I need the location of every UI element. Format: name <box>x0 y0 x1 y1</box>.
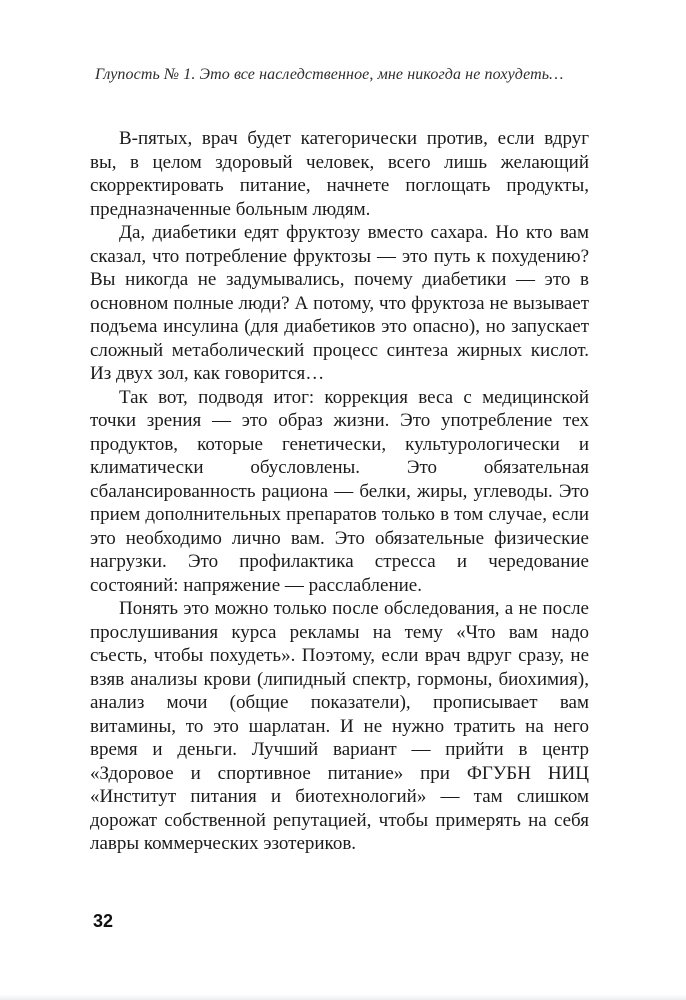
paragraph: Понять это можно только после обследования, а не после прослушивания курса рекламы на тему «Что вам надо съесть, чтобы похудеть». Поэтому, если врач вдруг сразу, не взяв анализы крови (липидный спектр, гормоны, биохимия), анализ мочи (общие показатели), прописывает вам витамины, то это шарлатан. И не нужно тратить на него время и деньги. Лучший вариант — прийти в центр «Здоровое и спортивное питание» при ФГУБН НИЦ «Институт питания и биотехнологий» — там слишком дорожат собственной репутацией, чтобы примерять на себя лавры коммерческих эзотериков. <box>90 598 589 854</box>
running-header: Глупость № 1. Это все наследственное, мне никогда не похудеть… <box>95 66 564 83</box>
paragraph: В-пятых, врач будет категорически против, если вдруг вы, в целом здоровый человек, всего лишь желающий скорректировать питание, начнете поглощать продукты, предназначенные больным людям. <box>90 128 589 220</box>
body-text <box>90 127 589 856</box>
page-number: 32 <box>93 911 114 931</box>
paragraph: Да, диабетики едят фруктозу вместо сахара. Но кто вам сказал, что потребление фруктозы — это путь к похудению? Вы никогда не задумывались, почему диабетики — это в основном полные люди? А потому, что фруктоза не вызывает подъема инсулина (для диабетиков это опасно), но запускает сложный метаболический процесс синтеза жирных кислот. Из двух зол, как говорится… <box>90 222 589 384</box>
paragraph: Так вот, подводя итог: коррекция веса с медицинской точки зрения — это образ жизни. Это употребление тех продуктов, которые генетически, культурологически и климатически обусловлены. Это обязательная сбалансированность рациона — белки, жиры, углеводы. Это прием дополнительных препаратов только в том случае, если это необходимо лично вам. Это обязательные физические нагрузки. Это профилактика стресса и чередование состояний: напряжение — расслабление. <box>90 386 589 596</box>
scan-edge <box>0 994 686 1000</box>
